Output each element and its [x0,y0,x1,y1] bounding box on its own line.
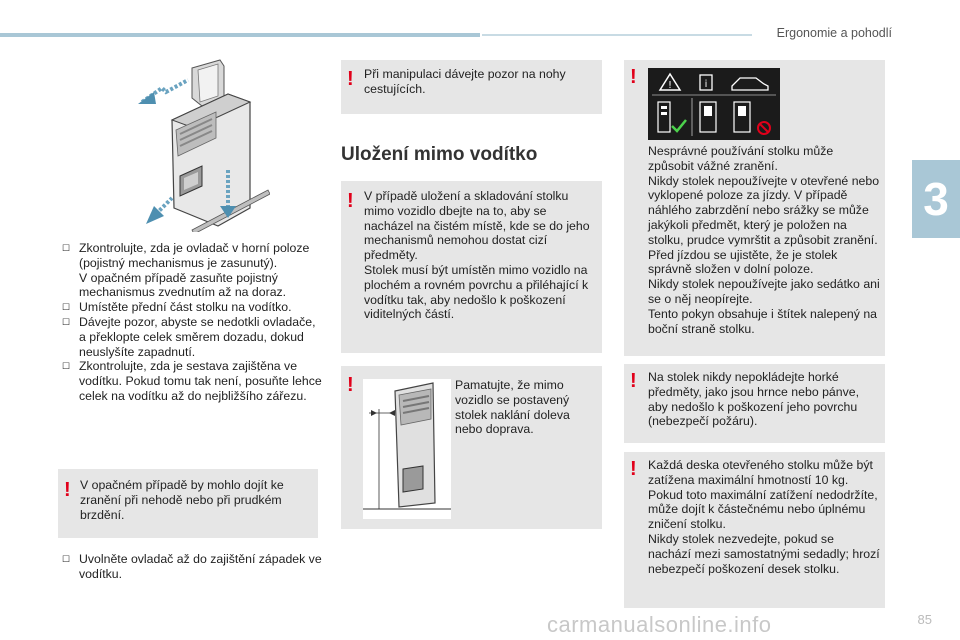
warning-icon: ! [347,374,354,396]
watermark: carmanualsonline.info [547,612,772,637]
warning-box-load [624,452,885,608]
svg-text:i: i [704,79,708,90]
table-tilt-illustration [363,379,451,519]
chapter-tab: 3 [912,160,960,238]
header-rule [0,33,480,37]
section-title: Ergonomie a pohodlí [776,26,892,40]
checkbox-bullet-icon: ☐ [62,243,71,253]
warning-label-illustration [648,68,780,140]
step-text: Dávejte pozor, abyste se nedotkli ovladače, a překlopte celek směrem dozadu, dokud neuslyšíte zapadnutí. [79,314,316,359]
note-text: Pamatujte, že mimo vozidlo se postavený stolek naklání doleva nebo doprava. [455,378,570,437]
step-text: Uvolněte ovladač až do zajištění západek ve vodítku. [79,552,322,581]
warning-box-hot [624,364,885,443]
checkbox-bullet-icon: ☐ [62,361,71,372]
warning-text: Každá deska otevřeného stolku může být zatížena maximální hmotností 10 kg. Pokud toto maximální zatížení nedodržíte, může dojít k částečnému nebo úplnému zničení stolku. Nikdy stolek nezvedejte, pokud se nachází mezi samostatnými sedadly; hrozí nebezpečí poškození desek stolku. [648,458,880,576]
section-heading: Uložení mimo vodítko [341,144,538,165]
warning-text: V opačném případě by mohlo dojít ke zranění při nehodě nebo při prudkém brzdění. [80,478,284,522]
steps-list-b [62,552,324,582]
warning-box-left [58,469,318,538]
warning-icon: ! [64,479,71,501]
warning-box-feet [341,60,602,114]
warning-icon: ! [630,370,637,392]
warning-text: V případě uložení a skladování stolku mimo vozidlo dbejte na to, aby se nacházel na čistém místě, kde se do jeho mechanismů nemohou dostat cizí předměty. Stolek musí být umístěn mimo vozidlo na plochém a rovném povrchu a přiléhající k vodítku tak, aby nedošlo k poškození viditelných částí. [364,189,590,322]
checkbox-bullet-icon: ☐ [62,302,71,313]
step-text: Zkontrolujte, zda je ovladač v horní poloze (pojistný mechanismus je zasunutý). V opačném případě zasuňte pojistný mechanismus zvednutím až na doraz. [79,241,310,300]
table-guide-illustration [132,58,270,232]
checkbox-bullet-icon: ☐ [62,316,71,327]
warning-icon: ! [347,68,354,90]
warning-text: Nesprávné používání stolku může způsobit vážné zranění. Nikdy stolek nepoužívejte v otevřené nebo vyklopené poloze za jízdy. V případě náhlého zabrzdění nebo srážky se může jakýkoli předmět, který je položen na stolku, prudce vymrštit a způsobit zranění. Před jízdou se ujistěte, že je stolek správně složen v dolní poloze. Nikdy stolek nepoužívejte jako sedátko ani se o něj neopírejte. Tento pokyn obsahuje i štítek nalepený na boční straně stolku. [648,144,880,336]
checkbox-bullet-icon: ☐ [62,554,71,564]
warning-box-main [624,60,885,356]
warning-icon: ! [630,458,637,480]
header-rule-thin [482,34,752,36]
page-number: 85 [917,612,932,627]
warning-icon: ! [630,66,637,88]
step-text: Zkontrolujte, zda je sestava zajištěna ve vodítku. Pokud tomu tak není, posuňte lehce celek na vodítku až do nejbližšího zářezu. [79,359,322,403]
warning-icon: ! [347,190,354,212]
step-text: Umístěte přední část stolku na vodítko. [79,300,292,315]
warning-text: Na stolek nikdy nepokládejte horké předměty, jako jsou hrnce nebo pánve, aby nedošlo k poškození jeho povrchu (nebezpečí požáru). [648,370,859,429]
warning-box-storage [341,181,602,353]
note-box [341,366,602,529]
step-4 [62,359,324,403]
step-1 [62,241,324,300]
step-2 [62,300,324,315]
step-5 [62,552,324,582]
steps-list-a [62,241,324,404]
svg-text:!: ! [667,80,673,91]
step-3 [62,315,324,359]
warning-text: Při manipulaci dávejte pozor na nohy cestujících. [364,67,566,96]
